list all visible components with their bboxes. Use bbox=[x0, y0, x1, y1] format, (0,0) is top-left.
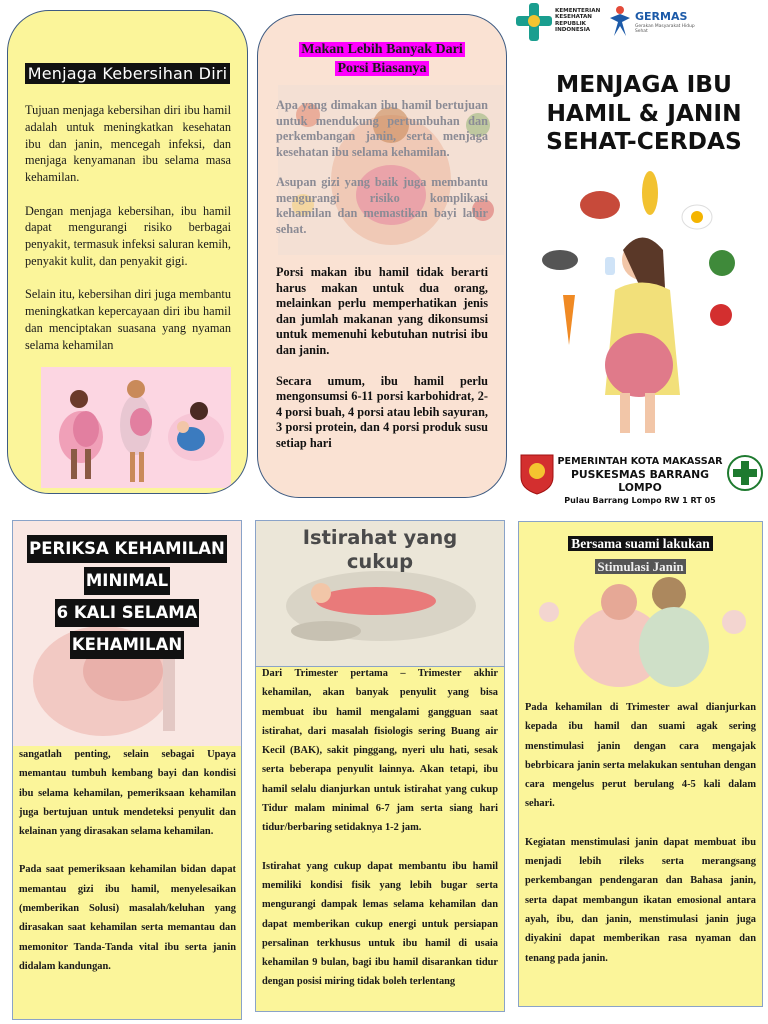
stimulation-title: Bersama suami lakukan bbox=[519, 534, 762, 554]
stimulation-text bbox=[525, 698, 756, 987]
checkup-text bbox=[19, 745, 236, 995]
nutrition-intro-paragraph: Apa yang dimakan ibu hamil bertujuan untuk mendukung pertumbuhan dan perkembangan janin, serta menjaga kesehatan ibu selama kehamilan. bbox=[276, 98, 488, 159]
rest-panel bbox=[255, 520, 505, 1012]
egg-icon bbox=[691, 211, 703, 223]
hygiene-panel bbox=[7, 10, 248, 494]
checkup-title: PERIKSA KEHAMILAN MINIMAL 6 KALI SELAMA KEHAMILAN bbox=[13, 535, 241, 663]
hygiene-text bbox=[25, 102, 231, 370]
checkup-paragraph: sangatlah penting, selain sebagai Upaya memantau tumbuh kembang bayi dan kondisi ibu selama kehamilan, pemeriksaan kehamilan juga bertujuan untuk mendeteksi penyulit dan kelainan yang dirasakan selama kehamilan. bbox=[19, 749, 236, 838]
nutrition-paragraph: Porsi makan ibu hamil tidak berarti harus makan untuk dua orang, melainkan perlu memperhatikan jenis dan jumlah makanan yang dikonsumsi untuk memenuhi kebutuhan nutrisi ibu dan janin. bbox=[276, 265, 488, 357]
org-puskesmas: PUSKESMAS BARRANG LOMPO bbox=[570, 468, 710, 494]
nutrition-text bbox=[276, 265, 488, 467]
rest-paragraph: Istirahat yang cukup dapat membantu ibu hamil memiliki kondisi fisik yang lebih bugar serta mengurangi dampak lemas selama kehamilan dan dapat memberikan cukup energi untuk persiapan persalinan terkhusus untuk ibu hamil di usaia kehamilan 9 bulan, bagi ibu hamil disarankan tidur dengan posisi miring tidak boleh terlentang bbox=[262, 860, 498, 988]
organization-block bbox=[555, 456, 725, 506]
header-logos bbox=[513, 0, 768, 45]
hygiene-paragraph: Selain itu, kebersihan diri juga membantu meningkatkan kepercayaan diri ibu hamil dan menciptakan suasana yang nyaman selama kehamilan bbox=[25, 287, 231, 352]
org-government: PEMERINTAH KOTA MAKASSAR bbox=[557, 456, 723, 467]
checkup-panel bbox=[12, 520, 242, 1020]
germas-logo bbox=[608, 4, 632, 38]
puskesmas-logo-icon bbox=[727, 455, 763, 491]
germas-label: GERMAS bbox=[635, 10, 688, 23]
stimulation-subtitle: Stimulasi Janin bbox=[597, 559, 684, 574]
nutrition-panel bbox=[257, 14, 507, 498]
nutrition-intro-paragraph: Asupan gizi yang baik juga membantu mengurangi risiko komplikasi kehamilan dan memastikan bayi lahir sehat. bbox=[276, 175, 488, 236]
corn-icon bbox=[642, 171, 658, 215]
stimulation-panel bbox=[518, 521, 763, 1007]
makassar-emblem-icon bbox=[519, 451, 555, 495]
pregnant-women-illustration bbox=[41, 367, 231, 488]
broccoli-icon bbox=[709, 250, 735, 276]
kemenkes-label: KEMENTERIAN KESEHATAN REPUBLIK INDONESIA bbox=[555, 8, 601, 34]
checkup-paragraph: Pada saat pemeriksaan kehamilan bidan dapat memantau gizi ibu hamil, menyelesaikan (memberikan Solusi) masalah/keluhan yang dirasakan saat kehamilan serta memantau dan memonitor Tanda-Tanda vital ibu serta janin didalam kandungan. bbox=[19, 864, 236, 972]
nutrition-paragraph: Secara umum, ibu hamil perlu mengonsumsi 6-11 porsi karbohidrat, 2-4 porsi buah, 4 porsi atau lebih sayuran, 3 porsi protein, dan 4 porsi produk susu setiap hari bbox=[276, 373, 488, 450]
germas-subtitle: Gerakan Masyarakat Hidup Sehat bbox=[635, 24, 695, 34]
drinking-glass-icon bbox=[605, 257, 615, 275]
org-address: Pulau Barrang Lompo RW 1 RT 05 bbox=[564, 496, 716, 505]
apple-icon bbox=[710, 304, 732, 326]
hygiene-paragraph: Dengan menjaga kebersihan, ibu hamil dapat mengurangi risiko berbagai penyakit, termasuk infeksi saluran kemih, penyakit kulit, dan penyakit gigi. bbox=[25, 203, 231, 268]
rest-title: Istirahat yang cukup bbox=[302, 526, 458, 573]
stimulation-paragraph: Kegiatan menstimulasi janin dapat membuat ibu menjadi lebih rileks serta merangsang perkembangan pendengaran dan Bahasa janin, serta dapat membangun ikatan emosional antara ayah, ibu, dan janin, menstimulasi janin juga diyakini dapat memberikan rasa nyaman dan tenang pada janin. bbox=[525, 836, 756, 964]
rest-text bbox=[262, 664, 498, 1011]
nutrition-title: Makan Lebih Banyak Dari Porsi Biasanya bbox=[301, 42, 463, 76]
hygiene-paragraph: Tujuan menjaga kebersihan diri ibu hamil adalah untuk meningkatkan kesehatan ibu dan janin, mencegah infeksi, dan menjaga kenyamanan ibu selama masa kehamilan. bbox=[25, 103, 231, 185]
meat-icon bbox=[580, 191, 620, 219]
nutrition-intro bbox=[276, 98, 488, 252]
carrot-icon bbox=[563, 295, 575, 345]
pregnant-woman-with-food-illustration bbox=[535, 165, 745, 440]
kemenkes-logo bbox=[516, 3, 552, 41]
cover-title: MENJAGA IBU HAMIL & JANIN SEHAT-CERDAS bbox=[546, 71, 742, 155]
stimulation-paragraph: Pada kehamilan di Trimester awal dianjurkan kepada ibu hamil dan suami agak sering menstimulasi janin dengan cara mengajak bebrbicara janin serta melakukan sentuhan dengan cara mengelus perut berulang 4-5 kali dalam sehari. bbox=[525, 702, 756, 810]
fish-icon bbox=[542, 250, 578, 270]
rest-paragraph: Dari Trimester pertama – Trimester akhir kehamilan, akan banyak penyulit yang bisa membuat ibu hamil mengalami gangguan saat istirahat, dari masalah fisiologis sering Buang air Kecil (BAK), sakit pinggang, nyeri ulu hati, sesak serta beberapa penyulit lainnya. Akan tetapi, ibu hamil selalu dianjurkan untuk istirahat yang cukup Tidur malam minimal 6-7 jam serta siang hari tidur/berbaring setidaknya 1-2 jam. bbox=[262, 668, 498, 834]
hygiene-title: Menjaga Kebersihan Diri bbox=[8, 63, 247, 84]
